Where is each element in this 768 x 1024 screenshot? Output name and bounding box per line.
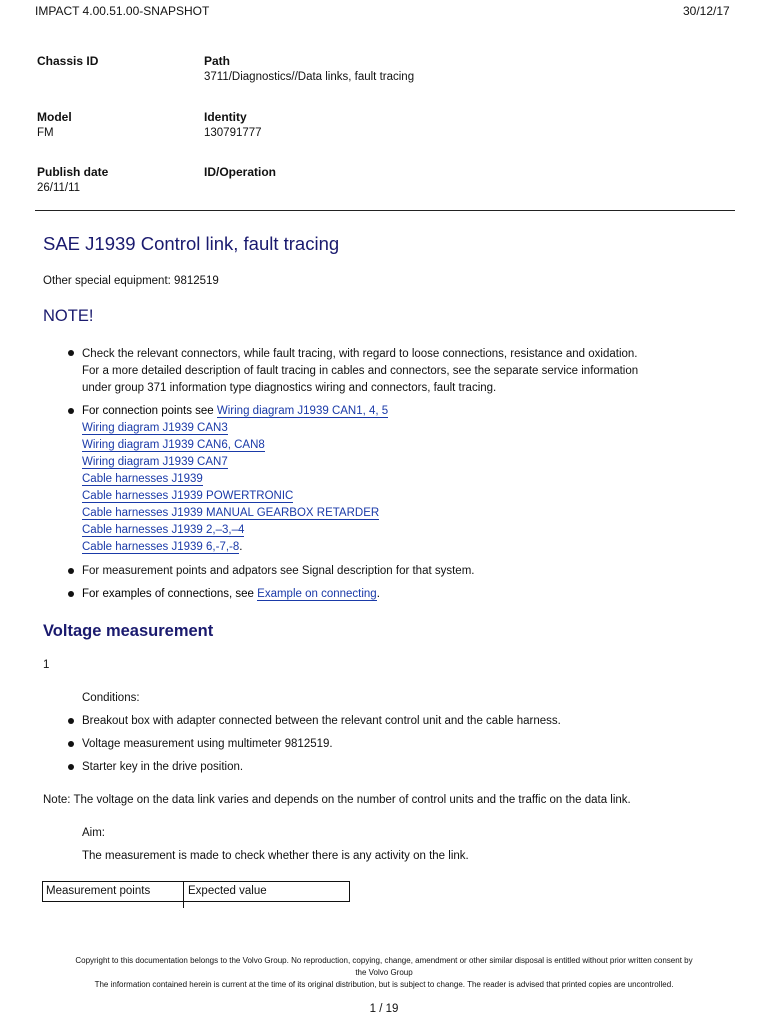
path-label: Path bbox=[204, 54, 231, 68]
link-cable-harnesses-6-7-8[interactable]: Cable harnesses J1939 6,-7,-8 bbox=[82, 541, 240, 553]
note-line-3: under group 371 information type diagnostics wiring and connectors, fault tracing. bbox=[82, 382, 497, 394]
connection-prefix: For connection points see bbox=[82, 405, 217, 417]
identity-label: Identity bbox=[204, 110, 247, 124]
note-line-2: For a more detailed description of fault tracing in cables and connectors, see the separate service information bbox=[82, 365, 639, 377]
step-number: 1 bbox=[43, 659, 50, 671]
publish-date-label: Publish date bbox=[37, 165, 109, 179]
condition-item: Breakout box with adapter connected between the relevant control unit and the cable harness. bbox=[82, 715, 561, 727]
note-heading: NOTE! bbox=[43, 307, 94, 325]
header-date: 30/12/17 bbox=[683, 4, 730, 18]
connection-points-line bbox=[82, 403, 388, 420]
copyright-line-1: Copyright to this documentation belongs to the Volvo Group. No reproduction, copying, change, amendment or other similar disposal is entitled without prior written consent by bbox=[75, 956, 693, 965]
measurement-table bbox=[42, 881, 350, 902]
link-cable-harnesses-powertronic[interactable]: Cable harnesses J1939 POWERTRONIC bbox=[82, 490, 294, 502]
table-divider bbox=[183, 882, 184, 908]
bullet-icon bbox=[68, 718, 74, 724]
bullet-icon bbox=[68, 591, 74, 597]
voltage-note: Note: The voltage on the data link varies and depends on the number of control units and the traffic on the data link. bbox=[43, 794, 631, 806]
link-cable-harnesses[interactable]: Cable harnesses J1939 bbox=[82, 473, 203, 485]
conditions-label: Conditions: bbox=[82, 692, 140, 704]
aim-text: The measurement is made to check whether there is any activity on the link. bbox=[82, 850, 469, 862]
table-header-measurement-points: Measurement points bbox=[46, 885, 151, 897]
examples-prefix: For examples of connections, see bbox=[82, 588, 258, 600]
table-header-expected-value: Expected value bbox=[188, 885, 267, 897]
link-wiring-can1-4-5[interactable]: Wiring diagram J1939 CAN1, 4, 5 bbox=[216, 405, 389, 417]
bullet-icon bbox=[68, 741, 74, 747]
bullet-icon bbox=[68, 764, 74, 770]
examples-suffix: . bbox=[376, 588, 380, 600]
path-value: 3711/Diagnostics//Data links, fault tracing bbox=[204, 71, 415, 83]
chassis-id-label: Chassis ID bbox=[37, 54, 99, 68]
voltage-heading: Voltage measurement bbox=[43, 622, 214, 640]
bullet-icon bbox=[68, 408, 74, 414]
identity-value: 130791777 bbox=[204, 127, 262, 139]
copyright-line-2: the Volvo Group bbox=[355, 968, 413, 977]
doc-title: SAE J1939 Control link, fault tracing bbox=[43, 233, 340, 254]
link-example-on-connecting[interactable]: Example on connecting bbox=[257, 588, 377, 600]
id-operation-label: ID/Operation bbox=[204, 165, 277, 179]
app-version: IMPACT 4.00.51.00-SNAPSHOT bbox=[35, 4, 210, 18]
connection-suffix: . bbox=[239, 541, 243, 553]
model-value: FM bbox=[37, 127, 54, 139]
header-divider bbox=[35, 210, 735, 211]
measurement-points-text: For measurement points and adpators see Signal description for that system. bbox=[82, 565, 475, 577]
bullet-icon bbox=[68, 568, 74, 574]
special-equipment: Other special equipment: 9812519 bbox=[43, 275, 219, 287]
publish-date-value: 26/11/11 bbox=[37, 182, 81, 194]
link-wiring-can6-can8[interactable]: Wiring diagram J1939 CAN6, CAN8 bbox=[82, 439, 265, 451]
link-cable-harnesses-2-3-4[interactable]: Cable harnesses J1939 2,–3,–4 bbox=[82, 524, 245, 536]
aim-label: Aim: bbox=[82, 827, 105, 839]
note-line-1: Check the relevant connectors, while fault tracing, with regard to loose connections, resistance and oxidation. bbox=[82, 348, 638, 360]
examples-line bbox=[82, 586, 380, 603]
link-wiring-can7[interactable]: Wiring diagram J1939 CAN7 bbox=[82, 456, 228, 468]
condition-item: Voltage measurement using multimeter 9812519. bbox=[82, 738, 333, 750]
info-line: The information contained herein is current at the time of its original distribution, but is subject to change. The reader is advised that printed copies are uncontrolled. bbox=[94, 980, 674, 989]
bullet-icon bbox=[68, 350, 74, 356]
note-item bbox=[82, 346, 732, 397]
link-wiring-can3[interactable]: Wiring diagram J1939 CAN3 bbox=[82, 422, 228, 434]
page-number: 1 / 19 bbox=[369, 1003, 399, 1015]
footer-copyright bbox=[30, 955, 738, 991]
condition-item: Starter key in the drive position. bbox=[82, 761, 244, 773]
link-cable-harnesses-manual-gearbox-retarder[interactable]: Cable harnesses J1939 MANUAL GEARBOX RETARDER bbox=[82, 507, 380, 519]
model-label: Model bbox=[37, 110, 72, 124]
